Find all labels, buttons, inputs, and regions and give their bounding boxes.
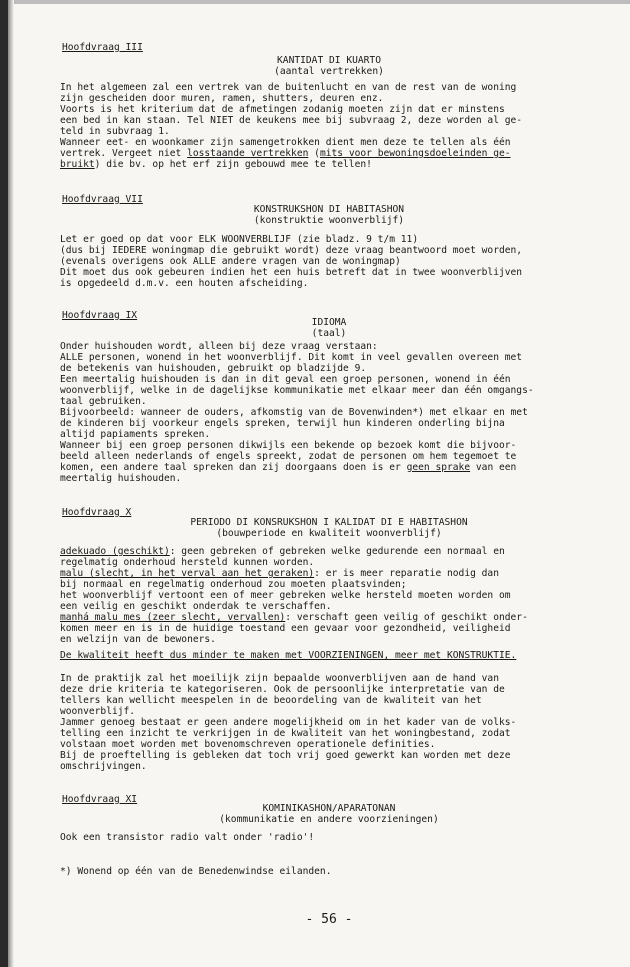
text-line: Bijvoorbeeld: wanneer de ouders, afkomstig van de Bovenwinden*) met elkaar en met	[60, 407, 528, 418]
text-line: bij normaal en regelmatig onderhoud zou moeten plaatsvinden;	[60, 579, 407, 590]
section-heading: Hoofdvraag VII	[62, 194, 143, 205]
underlined-term: malu (slecht, in het verval aan het geraken)	[60, 568, 315, 579]
section-subtitle: (konstruktie woonverblijf)	[253, 215, 405, 226]
text-line: (dus bij IEDERE woningmap die gebruikt wordt) deze vraag beantwoord moet worden,	[60, 245, 523, 256]
underlined-term: manhá malu mes (zeer slecht, vervallen)	[60, 612, 286, 623]
text-line: Ook een transistor radio valt onder 'radio'!	[60, 832, 315, 843]
underlined-phrase: geen sprake	[406, 462, 471, 473]
section-heading: Hoofdvraag X	[62, 507, 132, 518]
text-line: altijd papiaments spreken.	[60, 429, 211, 440]
underlined-term: adekuado (geschikt)	[60, 546, 170, 557]
text-line: meertalig huishouden.	[60, 473, 182, 484]
text-line: teld in subvraag 1.	[60, 126, 170, 137]
section-title: KOMINIKASHON/APARATONAN	[262, 803, 396, 814]
text-line: telling een inzicht te verkrijgen in de kwaliteit van het woningbestand, zodat	[60, 728, 511, 739]
text-line: zijn gescheiden door muren, ramen, shutters, deuren enz.	[60, 93, 384, 104]
page-top-edge	[0, 0, 630, 4]
text-line: vertrek. Vergeet niet losstaande vertrekken (mits voor bewoningsdoeleinden ge-	[60, 148, 511, 159]
text-line: bruikt) die bv. op het erf zijn gebouwd mee te tellen!	[60, 159, 372, 170]
text-line: omschrijvingen.	[60, 761, 147, 772]
text-line: Dit moet dus ook gebeuren indien het een huis betreft dat in twee woonverblijven	[60, 267, 523, 278]
text-line: is opgedeeld d.m.v. een houten afscheiding.	[60, 278, 309, 289]
text-line: komen meer en is in de huidige toestand een gevaar voor gezondheid, veiligheid	[60, 623, 511, 634]
text-line: een veilig en geschikt onderdak te verschaffen.	[60, 601, 332, 612]
underlined-phrase: bruikt	[60, 159, 95, 170]
text-line: Voorts is het kriterium dat de afmetingen zodanig moeten zijn dat er minstens	[60, 104, 505, 115]
text-line: woonverblijf, welke in de dagelijkse kommunikatie met elkaar meer dan één omgangs-	[60, 385, 534, 396]
section-subtitle: (aantal vertrekken)	[274, 66, 384, 77]
text-line: Wanneer eet- en woonkamer zijn samengetrokken dient men deze te tellen als één	[60, 137, 511, 148]
text-line: de kinderen bij voorkeur engels spreken, terwijl hun kinderen onderling bijna	[60, 418, 505, 429]
section-subtitle: (bouwperiode en kwaliteit woonverblijf)	[216, 528, 442, 539]
section-title: PERIODO DI KONSRUKSHON I KALIDAT DI E HABITASHON	[190, 517, 468, 528]
footnote: *) Wonend op één van de Benedenwindse eilanden.	[60, 866, 332, 877]
page-number: - 56 -	[305, 912, 353, 927]
text-line: malu (slecht, in het verval aan het geraken): er is meer reparatie nodig dan	[60, 568, 499, 579]
text-line: Let er goed op dat voor ELK WOONVERBLIJF (zie bladz. 9 t/m 11)	[60, 234, 419, 245]
section-title: KANTIDAT DI KUARTO	[277, 55, 381, 66]
text-line: woonverblijf.	[60, 706, 136, 717]
text-line: Bij de proeftelling is gebleken dat toch vrij goed gewerkt kan worden met deze	[60, 750, 511, 761]
text-line: beeld alleen nederlands of engels spreekt, zodat de personen om hem tegemoet te	[60, 451, 517, 462]
text-line: In het algemeen zal een vertrek van de buitenlucht en van de rest van de woning	[60, 82, 517, 93]
section-title: IDIOMA	[311, 317, 347, 328]
text-line: taal gebruiken.	[60, 396, 147, 407]
text-line: Jammer genoeg bestaat er geen andere mogelijkheid om in het kader van de volks-	[60, 717, 517, 728]
text-line: komen, een andere taal spreken dan zij doorgaans doen is er geen sprake van een	[60, 462, 517, 473]
section-subtitle: (kommunikatie en andere voorzieningen)	[219, 814, 439, 825]
text-line: (evenals overigens ook ALLE andere vragen van de woningmap)	[60, 256, 401, 267]
text-line: Een meertalig huishouden is dan in dit geval een groep personen, wonend in één	[60, 374, 511, 385]
section-title: KONSTRUKSHON DI HABITASHON	[253, 204, 405, 215]
section-heading: Hoofdvraag XI	[62, 794, 138, 805]
text-line: manhá malu mes (zeer slecht, vervallen): verschaft geen veilig of geschikt onder-	[60, 612, 528, 623]
text-line: adekuado (geschikt): geen gebreken of gebreken welke gedurende een normaal en	[60, 546, 505, 557]
section-subtitle: (taal)	[311, 328, 347, 339]
text-line: het woonverblijf vertoont een of meer gebreken welke hersteld moeten worden om	[60, 590, 511, 601]
section-heading: Hoofdvraag III	[62, 42, 143, 53]
text-line: tellers kan wellicht meespelen in de beoordeling van de kwaliteit van het	[60, 695, 482, 706]
underlined-phrase: mits voor bewoningsdoeleinden ge-	[319, 148, 511, 159]
text-line: Onder huishouden wordt, alleen bij deze vraag verstaan:	[60, 341, 378, 352]
text-line: de betekenis van huishouden, gebruikt op bladzijde 9.	[60, 363, 367, 374]
text-line: regelmatig onderhoud hersteld kunnen worden.	[60, 557, 315, 568]
text-line: en welzijn van de bewoners.	[60, 634, 216, 645]
text-line: deze drie kriteria te kategoriseren. Ook de persoonlijke interpretatie van de	[60, 684, 505, 695]
text-line: Wanneer bij een groep personen dikwijls een bekende op bezoek komt die bijvoor-	[60, 440, 517, 451]
section-heading: Hoofdvraag IX	[62, 310, 138, 321]
text-line: volstaan moet worden met bovenomschreven operationele definities.	[60, 739, 436, 750]
emphasis-line: De kwaliteit heeft dus minder te maken met VOORZIENINGEN, meer met KONSTRUKTIE.	[60, 650, 517, 661]
underlined-phrase: losstaande vertrekken	[187, 148, 309, 159]
text-line: In de praktijk zal het moeilijk zijn bepaalde woonverblijven aan de hand van	[60, 673, 499, 684]
text-line: een bed in kan staan. Tel NIET de keukens mee bij subvraag 2, deze worden al ge-	[60, 115, 523, 126]
text-line: ALLE personen, wonend in het woonverblijf. Dit komt in veel gevallen overeen met	[60, 352, 523, 363]
